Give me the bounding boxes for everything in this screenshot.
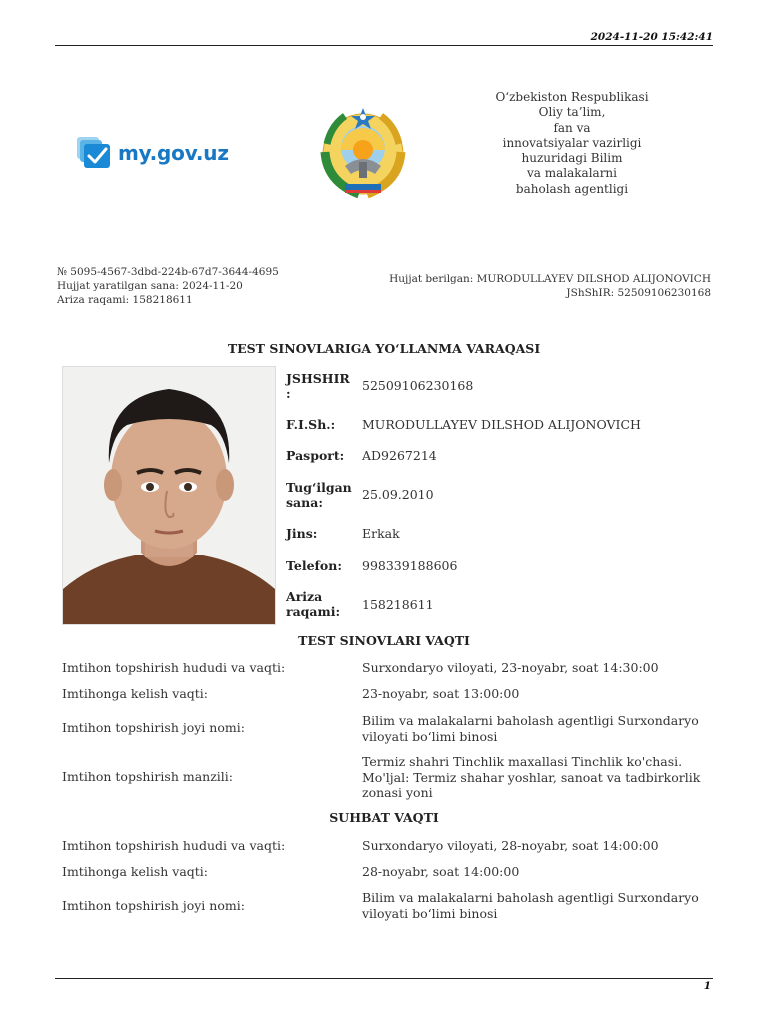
phone-label: Telefon: [286,558,342,573]
interview-region-label: Imtihon topshirish hududi va vaqti: [62,838,286,853]
test-region-label: Imtihon topshirish hududi va vaqti: [62,660,286,675]
birthdate-value: 25.09.2010 [362,487,434,502]
document-created-date: Hujjat yaratilgan sana: 2024-11-20 [57,280,243,292]
org-line: huzuridagi Bilim [521,151,623,166]
phone-value: 998339188606 [362,558,458,573]
issued-to: Hujjat berilgan: MURODULLAYEV DILSHOD ALIJONOVICH [389,273,711,285]
top-divider [55,45,713,46]
test-address-label: Imtihon topshirish manzili: [62,769,233,784]
recipient-meta [389,272,711,300]
organization-name [492,90,652,197]
interview-arrival-value: 28-noyabr, soat 14:00:00 [362,864,520,879]
gender-value: Erkak [362,526,400,541]
application-number: Ariza raqami: 158218611 [57,294,193,306]
interview-venue-label: Imtihon topshirish joyi nomi: [62,898,245,913]
test-arrival-value: 23-noyabr, soat 13:00:00 [362,686,520,701]
test-arrival-label: Imtihonga kelish vaqti: [62,686,209,701]
document-meta [57,265,279,307]
application-value: 158218611 [362,597,434,612]
passport-value: AD9267214 [362,448,437,463]
test-region-value: Surxondaryo viloyati, 23-noyabr, soat 14:30:00 [362,660,659,675]
logo-text: my.gov.uz [118,141,229,165]
passport-label: Pasport: [286,448,345,463]
mygov-logo [76,136,229,170]
interview-section-title: SUHBAT VAQTI [329,810,439,825]
org-line: O‘zbekiston Respublikasi [495,90,649,104]
fullname-label: F.I.Sh.: [286,417,336,432]
application-label: Ariza raqami: [286,589,341,619]
org-line: Oliy ta’lim, [538,105,606,120]
birthdate-label: Tug‘ilgan sana: [286,480,352,510]
interview-region-value: Surxondaryo viloyati, 28-noyabr, soat 14:00:00 [362,838,659,853]
applicant-photo [62,366,276,625]
org-line: va malakalarni [527,166,617,181]
test-address-value: Termiz shahri Tinchlik maxallasi Tinchlik ko'chasi. Mo'ljal: Termiz shahar yoshlar, sanoat va tadbirkorlik zonasi yoni [362,754,701,800]
fullname-value: MURODULLAYEV DILSHOD ALIJONOVICH [362,417,641,432]
state-emblem [315,104,411,204]
test-venue-value: Bilim va malakalarni baholash agentligi Surxondaryo viloyati bo‘limi binosi [362,713,699,744]
bottom-divider [55,978,713,979]
pinfl-label: JSHSHIR : [286,371,350,401]
test-section-title: TEST SINOVLARI VAQTI [298,633,470,648]
org-line: fan va [553,120,591,135]
checkmark-icon [76,136,112,170]
org-line: innovatsiyalar vazirligi [502,135,642,150]
recipient-pinfl: JShShIR: 52509106230168 [566,287,711,299]
org-line: baholash agentligi [515,181,629,196]
test-venue-label: Imtihon topshirish joyi nomi: [62,720,245,735]
timestamp: 2024-11-20 15:42:41 [590,31,713,43]
page-number: 1 [703,980,711,992]
pinfl-value: 52509106230168 [362,378,474,393]
interview-venue-value: Bilim va malakalarni baholash agentligi Surxondaryo viloyati bo‘limi binosi [362,890,699,921]
document-title: TEST SINOVLARIGA YO‘LLANMA VARAQASI [227,341,541,356]
gender-label: Jins: [286,526,318,541]
document-number: № 5095-4567-3dbd-224b-67d7-3644-4695 [57,266,279,278]
interview-arrival-label: Imtihonga kelish vaqti: [62,864,209,879]
